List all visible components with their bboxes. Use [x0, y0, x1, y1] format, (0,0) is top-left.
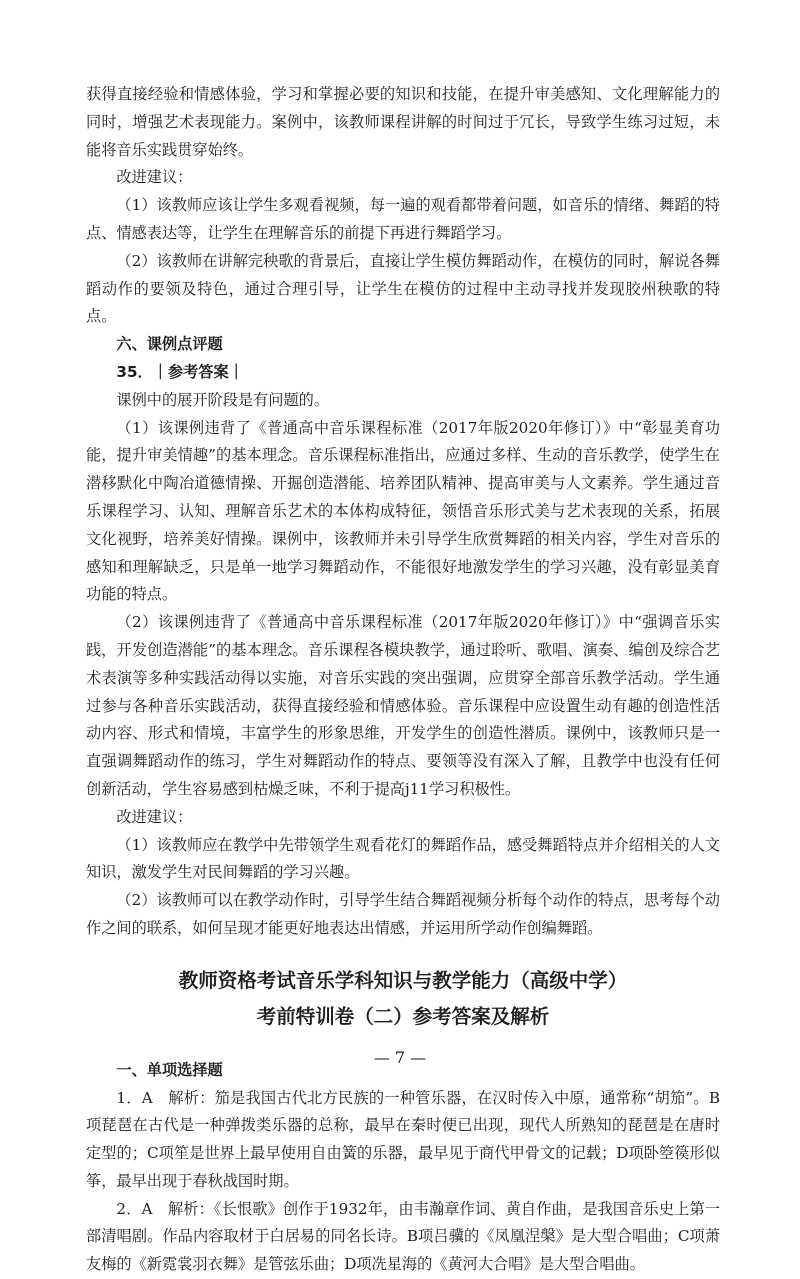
section-heading-1: 一、单项选择题	[116, 1060, 223, 1079]
advice-item-2: （2）该教师在讲解完秧歌的背景后，直接让学生模仿舞蹈动作，在模仿的同时，解说各舞蹈动作的要领及特色，通过合理引导，让学生在模仿的过程中主动寻找并发现胶州秧歌的特点。	[86, 251, 720, 326]
advice-label-2: 改进建议：	[116, 807, 193, 826]
question-35-intro: 课例中的展开阶段是有问题的。	[116, 390, 330, 409]
advice-item-4: （2）该教师可以在教学动作时，引导学生结合舞蹈视频分析每个动作的特点，思考每个动作之间的联系，如何呈现才能更好地表达出情感，并运用所学动作创编舞蹈。	[86, 891, 720, 937]
exam-title-line-2: 考前特训卷（二）参考答案及解析	[256, 1004, 550, 1028]
page-number: — 7 —	[373, 1048, 427, 1067]
question-1-answer: 1．A 解析：笳是我国古代北方民族的一种管乐器，在汉时传入中原，通常称“胡笳”。B项琵琶在古代是一种弹拨类乐器的总称，最早在秦时便已出现，现代人所熟知的琵琶是在唐时定型的；C项笙是世界上最早使用自由簧的乐器，最早见于商代甲骨文的记载；D项卧箜篌形似筝，最早出现于春秋战国时期。	[86, 1088, 720, 1190]
question-35-point-1: （1）该课例违背了《普通高中音乐课程标准（2017年版2020年修订）》中“彰显美育功能，提升审美情趣”的基本理念。音乐课程标准指出，应通过多样、生动的音乐教学，使学生在潜移默化中陶冶道德情操、开掘创造潜能、培养团队精神、提高审美与人文素养。学生通过音乐课程学习、认知、理解音乐艺术的本体构成特征，领悟音乐形式美与艺术表现的关系，拓展文化视野，培养美好情操。课例中，该教师并未引导学生欣赏舞蹈的相关内容，学生对音乐的感知和理解缺乏，只是单一地学习舞蹈动作，不能很好地激发学生的学习兴趣，没有彰显美育功能的特点。	[86, 418, 720, 604]
question-35-point-2: （2）该课例违背了《普通高中音乐课程标准（2017年版2020年修订）》中“强调音乐实践，开发创造潜能”的基本理念。音乐课程各模块教学，通过聆听、歌唱、演奏、编创及综合艺术表演等多种实践活动得以实施，对音乐实践的突出强调，应贯穿全部音乐教学活动。学生通过参与各种音乐实践活动，获得直接经验和情感体验。音乐课程中应设置生动有趣的创造性活动内容、形式和情境，丰富学生的形象思维，开发学生的创造性潜质。课例中，该教师只是一直强调舞蹈动作的练习，学生对舞蹈动作的特点、要领等没有深入了解，且教学中也没有任何创新活动，学生容易感到枯燥乏味，不利于提高j11学习积极性。	[86, 613, 720, 798]
exam-title-line-1: 教师资格考试音乐学科知识与教学能力（高级中学）	[178, 968, 628, 992]
question-35-label: 35．｜参考答案｜	[116, 362, 244, 381]
advice-label: 改进建议：	[116, 168, 193, 187]
page-content	[86, 81, 720, 1279]
paragraph-continued: 获得直接经验和情感体验，学习和掌握必要的知识和技能，在提升审美感知、文化理解能力的同时，增强艺术表现能力。案例中，该教师课程讲解的时间过于冗长，导致学生练习过短，未能将音乐实践贯穿始终。	[86, 85, 720, 159]
section-heading-6: 六、课例点评题	[116, 335, 223, 354]
advice-item-3: （1）该教师应在教学中先带领学生观看花灯的舞蹈作品，感受舞蹈特点并介绍相关的人文知识，激发学生对民间舞蹈的学习兴趣。	[86, 835, 720, 882]
exam-title	[86, 963, 720, 1035]
question-2-answer: 2．A 解析：《长恨歌》创作于1932年，由韦瀚章作词、黄自作曲，是我国音乐史上第一部清唱剧。作品内容取材于白居易的同名长诗。B项吕骥的《凤凰涅槃》是大型合唱曲；C项萧友梅的《新霓裳羽衣舞》是管弦乐曲；D项冼星海的《黄河大合唱》是大型合唱曲。	[86, 1199, 720, 1274]
advice-item-1: （1）该教师应该让学生多观看视频，每一遍的观看都带着问题，如音乐的情绪、舞蹈的特点、情感表达等，让学生在理解音乐的前提下再进行舞蹈学习。	[86, 196, 720, 242]
